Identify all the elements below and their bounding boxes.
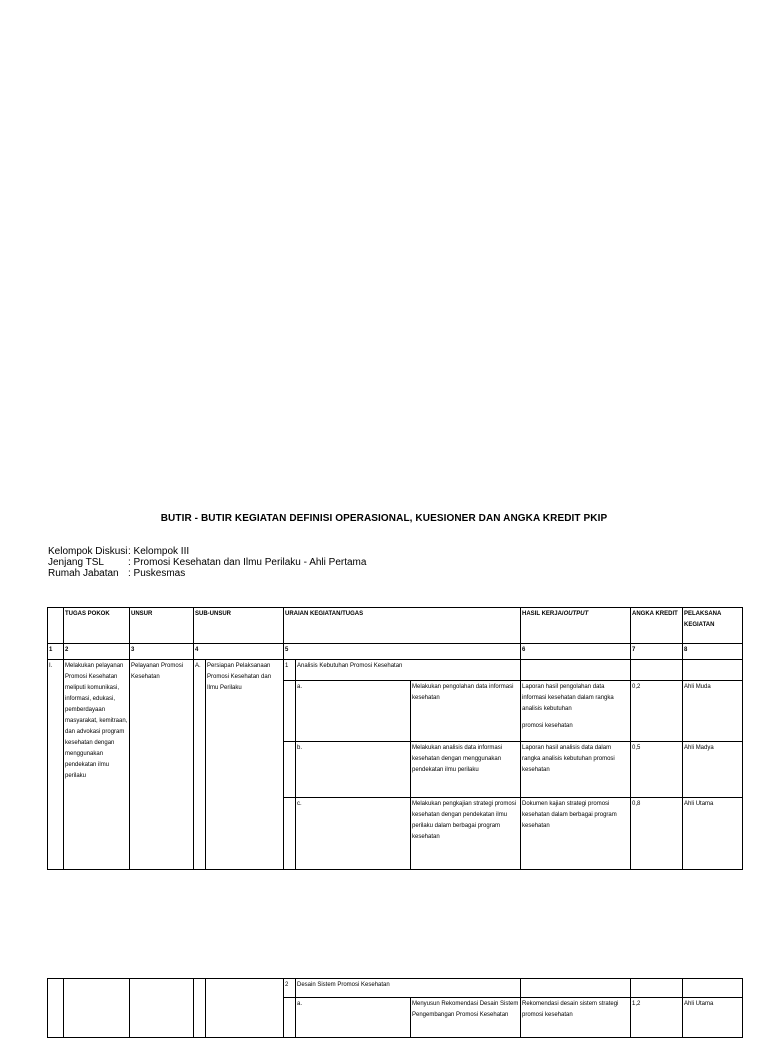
info-row-jenjang bbox=[48, 557, 366, 568]
executor-cell-empty bbox=[683, 979, 743, 998]
info-value: : Puskesmas bbox=[128, 568, 186, 579]
document-title: BUTIR - BUTIR KEGIATAN DEFINISI OPERASIONAL, KUESIONER DAN ANGKA KREDIT PKIP bbox=[160, 513, 608, 524]
subitem-credit: 0,5 bbox=[631, 742, 683, 798]
activity-table bbox=[47, 607, 743, 870]
column-number: 8 bbox=[683, 644, 743, 660]
header-angka-kredit: ANGKA KREDIT bbox=[631, 608, 683, 644]
subitem-indent bbox=[284, 742, 296, 798]
header-hasil-kerja bbox=[521, 608, 631, 644]
subitem-description: Menyusun Rekomendasi Desain Sistem Pengembangan Promosi Kesehatan bbox=[411, 998, 521, 1038]
subitem-output: Laporan hasil analisis data dalam rangka analisis kebutuhan promosi kesehatan bbox=[521, 742, 631, 798]
header-cell-blank bbox=[48, 608, 64, 644]
activity-number: 1 bbox=[284, 660, 296, 681]
sub-unsur-letter bbox=[194, 979, 206, 1038]
row-number: I. bbox=[48, 660, 64, 870]
info-row-kelompok bbox=[48, 546, 366, 557]
column-number: 4 bbox=[194, 644, 284, 660]
activity-title: Desain Sistem Promosi Kesehatan bbox=[296, 979, 521, 998]
tugas-pokok-cell bbox=[64, 979, 130, 1038]
tugas-pokok-cell: Melakukan pelayanan Promosi Kesehatan meliputi komunikasi, informasi, edukasi, pemberdayaan masyarakat, kemitraan, dan advokasi program kesehatan dengan menggunakan pendekatan ilmu perilaku bbox=[64, 660, 130, 870]
column-number: 6 bbox=[521, 644, 631, 660]
sub-unsur-cell bbox=[206, 979, 284, 1038]
subitem-output bbox=[521, 681, 631, 742]
sub-unsur-letter: A. bbox=[194, 660, 206, 870]
subitem-executor: Ahli Utama bbox=[683, 798, 743, 870]
executor-cell-empty bbox=[683, 660, 743, 681]
activity-number: 2 bbox=[284, 979, 296, 998]
table-number-row bbox=[48, 644, 743, 660]
column-number: 5 bbox=[284, 644, 521, 660]
subitem-letter: c. bbox=[296, 798, 411, 870]
header-unsur: UNSUR bbox=[130, 608, 194, 644]
info-label: Rumah Jabatan bbox=[48, 568, 119, 579]
info-label: Jenjang TSL bbox=[48, 557, 104, 568]
activity-title-row bbox=[48, 979, 743, 998]
output-line: Laporan hasil pengolahan data informasi kesehatan dalam rangka analisis kebutuhan bbox=[522, 684, 614, 712]
header-tugas-pokok: TUGAS POKOK bbox=[64, 608, 130, 644]
info-value: : Kelompok III bbox=[128, 546, 190, 557]
subitem-letter: a. bbox=[296, 681, 411, 742]
row-number bbox=[48, 979, 64, 1038]
subitem-executor: Ahli Muda bbox=[683, 681, 743, 742]
subitem-credit: 0,8 bbox=[631, 798, 683, 870]
activity-title-row bbox=[48, 660, 743, 681]
header-pelaksana: PELAKSANA KEGIATAN bbox=[683, 608, 743, 644]
subitem-indent bbox=[284, 998, 296, 1038]
info-row-rumah-jabatan bbox=[48, 568, 366, 579]
subitem-letter: a. bbox=[296, 998, 411, 1038]
output-cell-empty bbox=[521, 660, 631, 681]
info-label: Kelompok Diskusi bbox=[48, 546, 128, 557]
output-line: promosi kesehatan bbox=[522, 723, 573, 729]
unsur-cell: Pelayanan Promosi Kesehatan bbox=[130, 660, 194, 870]
column-number: 3 bbox=[130, 644, 194, 660]
subitem-output: Rekomendasi desain sistem strategi promosi kesehatan bbox=[521, 998, 631, 1038]
subitem-output: Dokumen kajian strategi promosi kesehatan dalam berbagai program kesehatan bbox=[521, 798, 631, 870]
column-number: 2 bbox=[64, 644, 130, 660]
subitem-executor: Ahli Utama bbox=[683, 998, 743, 1038]
column-number: 7 bbox=[631, 644, 683, 660]
header-uraian: URAIAN KEGIATAN/TUGAS bbox=[284, 608, 521, 644]
header-sub-unsur: SUB-UNSUR bbox=[194, 608, 284, 644]
subitem-indent bbox=[284, 798, 296, 870]
sub-unsur-cell: Persiapan Pelaksanaan Promosi Kesehatan dan Ilmu Perilaku bbox=[206, 660, 284, 870]
unsur-cell bbox=[130, 979, 194, 1038]
activity-table-continued bbox=[47, 978, 743, 1038]
info-block bbox=[48, 546, 366, 579]
subitem-letter: b. bbox=[296, 742, 411, 798]
header-hasil-output: OUTPUT bbox=[563, 611, 589, 617]
table-header-row bbox=[48, 608, 743, 644]
credit-cell-empty bbox=[631, 979, 683, 998]
activity-title: Analisis Kebutuhan Promosi Kesehatan bbox=[296, 660, 521, 681]
output-cell-empty bbox=[521, 979, 631, 998]
credit-cell-empty bbox=[631, 660, 683, 681]
info-value: : Promosi Kesehatan dan Ilmu Perilaku - Ahli Pertama bbox=[128, 557, 367, 568]
subitem-indent bbox=[284, 681, 296, 742]
subitem-credit: 0,2 bbox=[631, 681, 683, 742]
subitem-description: Melakukan analisis data informasi kesehatan dengan menggunakan pendekatan ilmu perilaku bbox=[411, 742, 521, 798]
column-number: 1 bbox=[48, 644, 64, 660]
subitem-description: Melakukan pengkajian strategi promosi kesehatan dengan pendekatan ilmu perilaku dalam berbagai program kesehatan bbox=[411, 798, 521, 870]
subitem-executor: Ahli Madya bbox=[683, 742, 743, 798]
subitem-credit: 1,2 bbox=[631, 998, 683, 1038]
header-hasil-prefix: HASIL KERJA/ bbox=[522, 611, 564, 617]
subitem-description: Melakukan pengolahan data informasi kesehatan bbox=[411, 681, 521, 742]
